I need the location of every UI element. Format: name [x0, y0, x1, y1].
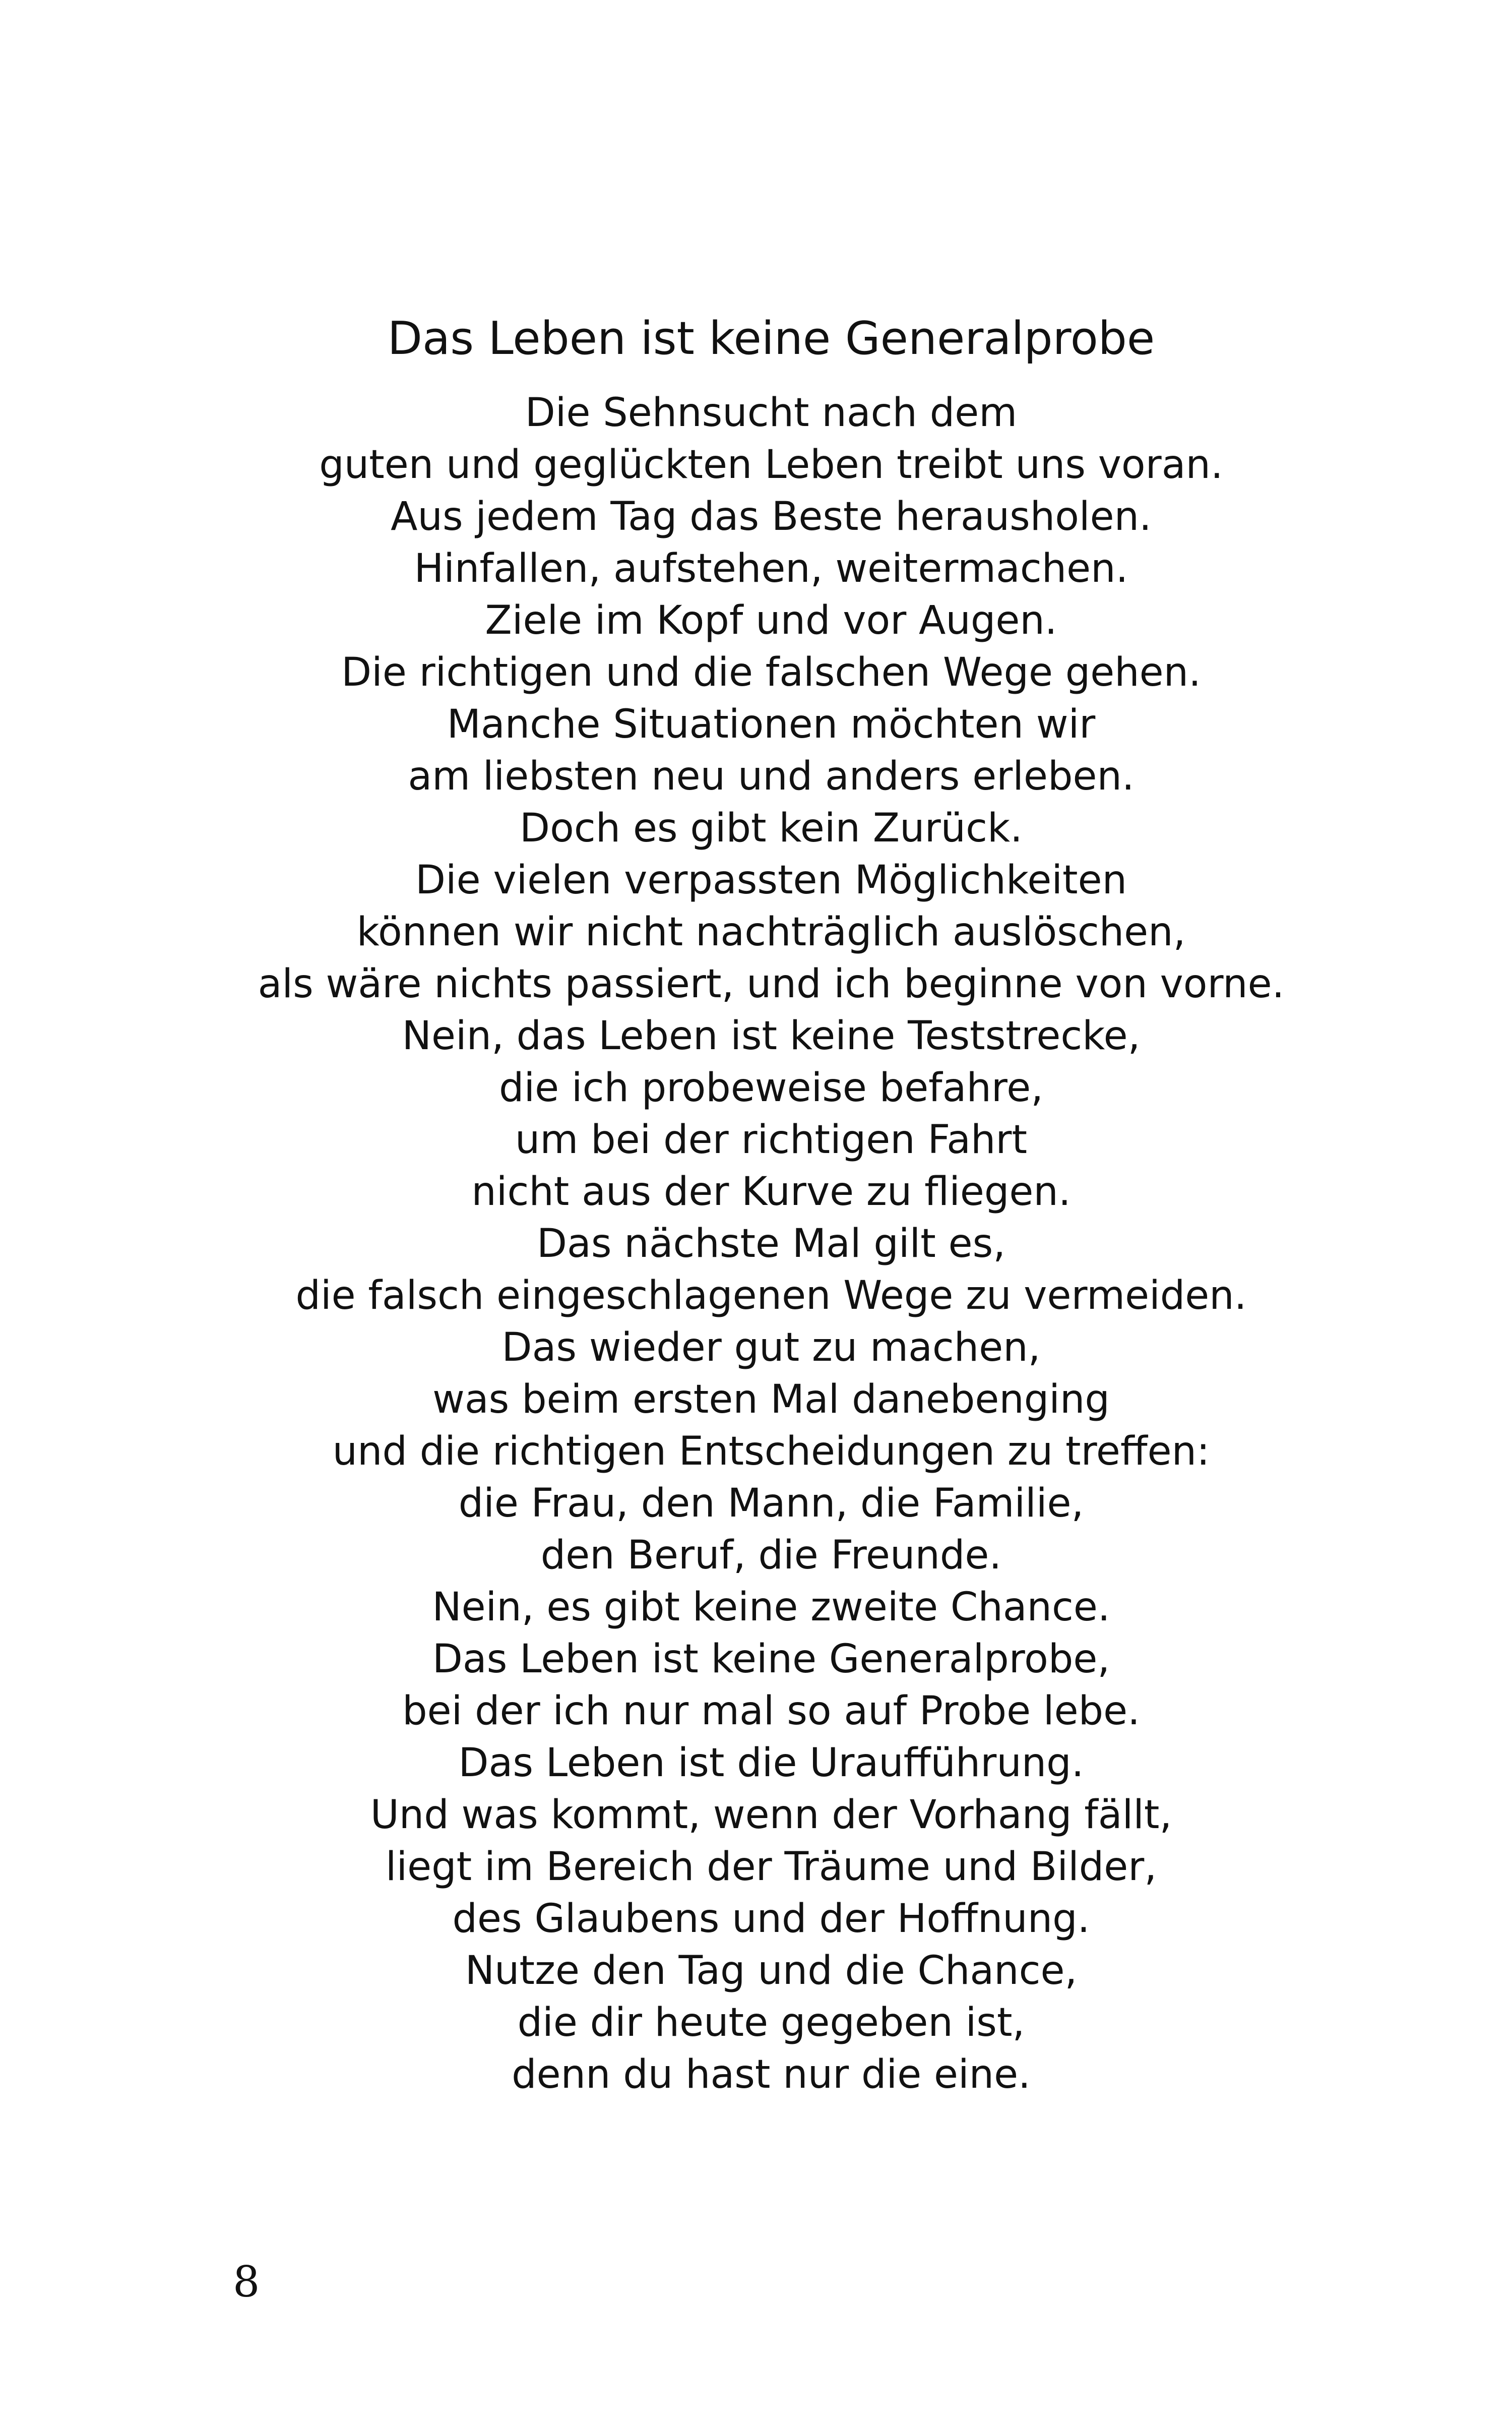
- poem-line: Nein, das Leben ist keine Teststrecke,: [402, 1013, 1141, 1059]
- poem-line: um bei der richtigen Fahrt: [515, 1117, 1028, 1163]
- poem-line: die Frau, den Mann, die Familie,: [458, 1481, 1084, 1526]
- poem-line: Ziele im Kopf und vor Augen.: [485, 598, 1057, 643]
- poem-line: Die richtigen und die falschen Wege gehen.: [341, 650, 1201, 695]
- poem-line: am liebsten neu und anders erleben.: [408, 754, 1135, 799]
- poem-line: Die Sehnsucht nach dem: [525, 390, 1018, 436]
- poem-line: die dir heute gegeben ist,: [517, 2000, 1025, 2045]
- poem-line: Hinfallen, aufstehen, weitermachen.: [414, 546, 1128, 591]
- poem-line: Das wieder gut zu machen,: [501, 1325, 1041, 1370]
- poem-line: die falsch eingeschlagenen Wege zu vermeiden.: [295, 1273, 1247, 1318]
- poem-line: Doch es gibt kein Zurück.: [520, 806, 1023, 851]
- poem-line: Das Leben ist keine Generalprobe,: [432, 1637, 1110, 1682]
- page-number: 8: [233, 2257, 260, 2307]
- poem-line: nicht aus der Kurve zu fliegen.: [471, 1169, 1071, 1215]
- poem-line: als wäre nichts passiert, und ich beginne von vorne.: [258, 961, 1285, 1007]
- poem-title: Das Leben ist keine Generalprobe: [387, 312, 1155, 365]
- poem-line: Nutze den Tag und die Chance,: [465, 1948, 1078, 1993]
- poem-line: Nein, es gibt keine zweite Chance.: [432, 1585, 1110, 1630]
- poem-line: Das nächste Mal gilt es,: [536, 1221, 1006, 1266]
- poem-line: die ich probeweise befahre,: [498, 1065, 1044, 1111]
- poem-line: liegt im Bereich der Träume und Bilder,: [385, 1844, 1157, 1890]
- poem-line: was beim ersten Mal danebenging: [432, 1377, 1110, 1422]
- poem-line: guten und geglückten Leben treibt uns voran.: [319, 442, 1223, 488]
- poem-line: des Glaubens und der Hoffnung.: [452, 1896, 1090, 1942]
- poem-line: denn du hast nur die eine.: [512, 2052, 1031, 2097]
- poem-line: Die vielen verpassten Möglichkeiten: [415, 858, 1127, 903]
- poem-line: Aus jedem Tag das Beste herausholen.: [391, 494, 1152, 539]
- poem-line: Manche Situationen möchten wir: [447, 702, 1096, 747]
- poem-line: Das Leben ist die Uraufführung.: [458, 1740, 1084, 1786]
- poem-line: und die richtigen Entscheidungen zu treffen:: [332, 1429, 1210, 1474]
- poem-line: den Beruf, die Freunde.: [540, 1533, 1002, 1578]
- poem-body: [0, 387, 1512, 2101]
- poem-line: bei der ich nur mal so auf Probe lebe.: [402, 1688, 1140, 1734]
- poem-line: können wir nicht nachträglich auslöschen,: [356, 910, 1186, 955]
- poem-line: Und was kommt, wenn der Vorhang fällt,: [370, 1792, 1172, 1838]
